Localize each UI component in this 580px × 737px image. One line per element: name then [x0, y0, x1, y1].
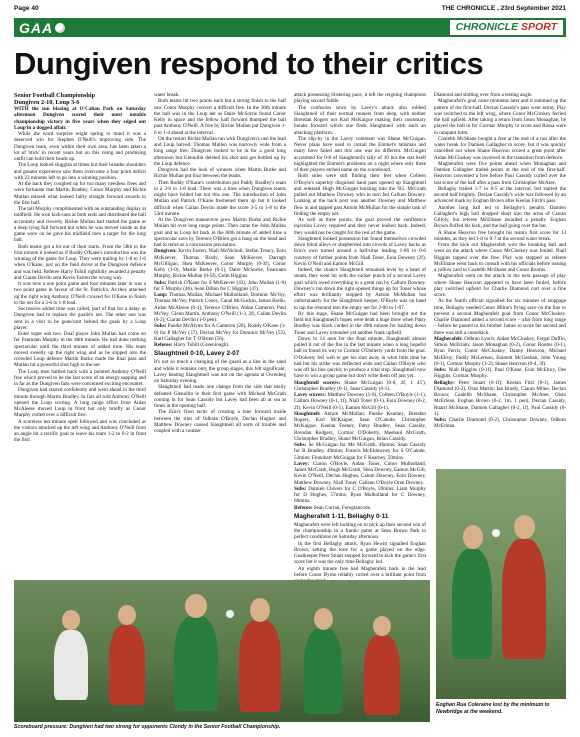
page-number: Page 40 — [14, 5, 39, 12]
team-lineup-text: Niall Higgins (0-1f), Paul O'Kane, Eoin McElroy, Des Higgins, Cormac Murphy. — [434, 367, 566, 380]
team-lineup — [294, 392, 426, 411]
team-lineup — [294, 486, 426, 505]
article-paragraph: Magherafelt's goal came moments later and it summed up the pattern of the first-half. Declan Cassidy's pass went astray. Play was switched to the left wing, where Conor McCloskey ferried the ball upfield. After taking a return from Jason Monaghan, he played the ball in for Cormac Murphy to score and Rossa were in rampant form. — [434, 98, 566, 136]
team-lineup-label: Slaughtneil: — [294, 410, 321, 417]
team-lineup — [434, 380, 566, 418]
article-paragraph: The Loup men battled back with a pointed Anthony O'Neill free which proved to be the last score of an energy sapping and in far as the Dungiven fans were concerned exciting encounter. — [14, 368, 146, 387]
match-subheading: Slaughtneil 0-10, Lavey 2-07 — [154, 350, 240, 358]
article-paragraph: Dungiven had the look of winners when Martin Burke and Richie Mullan put four between the teams. — [154, 167, 286, 180]
article-paragraph: The tall Murphy complimented with an outstanding display at midfield. He won kick-outs at both ends and distributed the ball accurately and cleverly. Richie Mullan had started the game as a deep lying full forward but when he was moved inside as the game wore on he gave his midfield men a target for the long ball. — [14, 206, 146, 244]
team-lineup-text: Thomas Mullan, Michael Mulholland, Dominic McVey, Thomas McVey, Patrick Coney, Canal McGuckin, James Bodin, Aidan McAleese (0-1), Terence O'Brien, Aidan Cameron, Paul McVey, Glenn Martin, Anthony O'Neill (1-3, 2f), Cailan Devlin (0-2), Ciaran Devlin (1-0 pen). — [154, 292, 286, 323]
article-paragraph: On the restart Richie Mullan ran with Dungiven's one the lead and Loup halved. Thomas Mullen was narrowly wide from a long range free. Dungiven looked to be in for a good long afternoon but Glenullin deleted his shot and got bottled up by the Loup defence. — [154, 135, 286, 167]
article-paragraph: As well as three points, the goal proved the confidence injection Lavey required and they never looked back. Indeed, they would not be caught for the rest of the game. — [294, 217, 426, 236]
article-paragraph: At the back they coughed up for too many needless frees and were fortunate that Martin Bradley, Conor Murphy and Richie Mullan missed what looked fairly straight forward awards in the first half. — [14, 181, 146, 206]
team-lineup-label: Subs: — [154, 323, 167, 330]
side-photo — [436, 469, 566, 699]
side-photo-caption: Eoghan Rua Coleraine lost by the minimum to Newbridge at the weekend. — [436, 702, 550, 715]
team-lineup-text: Ciaron O'Boyle, Aidan Toner, Conor Mulholland, James McGrath, Hugh McGrath, Shea Downey, Eamon McGill, Kevin O'Neill, Declan Hughes, Calum Downey, Eoin Downey, Matthew Downey, Niall Toner, Cailean O'Boyle Oran Downey. — [294, 460, 426, 486]
article-paragraph: In the first Bellaghy attack, Ryan Hewitt signalled Eoghan Brown, setting the tone for a game played on the edge. Goalkeeper Peter Stuart stepped forward to kick the game's first score but it was the only time Bellaghy led. — [294, 540, 426, 566]
article-paragraph: The confusion sown by Lavey's attack also robbed Slaughtneil of their normal runners from deep, with neither Brendan Rogers nor Karl McKaigue making their customary breaks forward which one finds Slaughtneil with each an attacking platform. — [294, 104, 426, 136]
team-lineup-text: Odhran Lynch; Aidan McCluskey, Fergal Duffin, Simon McErlain; Jason Monaghan (0-2), Conor Rooms (0-1), Ryan Ferris, Conor McCluskey, Danny Heavron, Michael McElroy; Paddy McLernon, Emmett McGeehan, John Young (0-1), Cormac Murphy (1-2), Shane Heavron (0-4, 3f). — [434, 335, 566, 367]
team-lineup-label: Referee: — [154, 342, 173, 348]
team-lineup — [154, 280, 286, 293]
publication-line: THE CHRONICLE , 23rd September 2021 — [441, 5, 566, 12]
article-paragraph: While the word surprise might spring to mind it was a deserved win for Stephen O'Neill's improving side. The Dungiven team, even within their own area, has been taken a lot of 'stick' in recent years but on this rising and promising outfit can hold their heads up. — [14, 131, 146, 162]
team-lineup — [294, 505, 426, 511]
team-lineup-text: Paudie McAlynn for A Cameron (26), Roddy O'Kane (1-0) for P McVey (37), Declan McVey for Dominic McVey (53), Karl Gallagher for T O'Brien (56). — [154, 323, 286, 342]
article-paragraph: water break. — [154, 92, 180, 98]
article-paragraph: Another long ball led to Bellaghy's penalty. Damien Gallagher's high ball dropped short into the arms of Ciaran Gilloly, but referee McElhane awarded a penalty. Eoghan Brown fluffed his kick, and the ball going over the bar. — [434, 204, 566, 230]
section-title-accent: SPORT — [521, 21, 557, 33]
team-lineup — [294, 380, 426, 393]
team-lineup-label: Subs: — [294, 485, 307, 492]
article-paragraph: The Loup looked sluggish at times but their broader shoulders and greater experience saw them overcome a four point deficit with 23 minutes left to go into a winning position. — [14, 162, 146, 181]
article-paragraph: Successive added time was called, part of that for a delay as Dungiven had to replace the goalie's net. The other one was sent in a visit to be gone/cant behind the goals by a Loup player. — [14, 306, 146, 331]
article-paragraph: A Shane Heavron free brought his team's first score for 13 minutes, as they led 1-8 to 0-7 at the second water break. — [434, 229, 566, 242]
team-lineup-label: Lavey scorers: — [294, 392, 327, 398]
section-band — [14, 18, 566, 37]
team-lineup-label: Lavey: — [294, 460, 310, 467]
team-lineup — [434, 417, 566, 430]
article-paragraph: By this stage, Shane McGuigan had been brought out the field but Slaughtneil's hopes were dealt a huge blow when Patsy Bradley was black carded in the 49th minute for hauling down Toner and Lavey extended yet another frank upfield. — [294, 310, 426, 336]
article-paragraph: A scoreless ten minute spell followed and was concluded as the visitors attacked up the left wing and Anthony O'Neill from an angle hit a terrific goal to leave his team 1-2 to 0-2 in front the first — [14, 418, 146, 444]
team-lineup-text: Antoin McMullan; Paudie Kearney, Brendan Rogers, Karl McKaigue; Sean O'Cainde, Christopher McKaigue, Keelan Feeney, Patsy Bradley, Sean Cassidy, Brendan Rodgers, Cormac O'Doherty, Meehaul McGrath, Christopher Bradley, Shane McGuigan, Brian Cassidy. — [294, 410, 426, 442]
article-paragraph: As the fourth official signalled for six minutes of stoppage time, Bellaghy needed Conor Milne's flying save on the line to prevent a second Magherafelt goal from Conor McCluskey. Charlie Diamond added a second score – also from long range – before he passed to his brother James to score his second and there was still a comeback. — [434, 298, 566, 336]
article-paragraph: Enter super sub two. Dual player John Mullan had come on for Fearnann Murphy in the 46th minute. He had done nothing spectacular until the third minute of added time. His team moved sweetly up the right wing and as he slipped into the crowded Loup defence Martin Burke made the final pass and Mullan hit a powerful shot high to the net. — [14, 331, 146, 369]
article-paragraph: Then Roddy O'Kane's contribution put Paddy Bradley's team in a 3-6 to 1-8 lead. There was a time when Dungiven teams might have folded but not this one. The introduction of John Mullan and Patrick O'Kane freshened them up but it looked difficult when Cailan Devlin made the score 3-5 to 1-8 in the 53rd minute. — [154, 179, 286, 217]
headline: Dungiven respond to their critics — [14, 46, 484, 81]
article-paragraph: Magherafelt went on the attack in the next passage of play where Shane Heavron appeared to have been fouled, before play switched upfield for Charlie Diamond curl over a fine score. — [434, 273, 566, 298]
football-icon — [54, 22, 66, 34]
article-paragraph: Coalelth McShane bought a free at the end of a run after the water break for Damien Gallagher to score, but it was quickly cancelled out when Shane Heavron scored a great point after Aidan McCluskey was involved in the transition from defence. — [434, 135, 566, 161]
article-paragraph: Both teams hit two points each but a strong finish to the half saw Conor Murphy convert a difficult free. In the 30th minute the ball was in the Loup net as Daire McSorrie found Conor Kelly in space and the fellow half forward thumped the ball past Anthony O'Neill. A free by Richie Mullan put Dungiven 1-6 to 1-4 ahead at the interval. — [154, 98, 286, 136]
team-lineup-label: Dungiven: — [154, 248, 177, 255]
team-lineup-text: Shane McGuigan (0-8, 2f, 1 45'), Christopher Bradley (0-1), Sean Cassidy (0-1). — [294, 379, 426, 392]
article-paragraph: The Erin's Own tactic of creating a lone forward inside between the tries of Odhran O'Boyle, Declan Hughes and Matthew Downey caused Slaughtneil all sorts of trouble and coupled with a counter — [154, 409, 286, 434]
article-paragraph: Slaughtneil looked possession but found themselves crowded down blind alleys or shepherded into crowds of Lavey backs as Erin's own turned around a half-time leading 1-06 to 0-6 courtesy of further points from Niall Toner, Eoin Downey (2f), Kevin O'Neill and Eamon McGill. — [294, 235, 426, 267]
team-lineup-text: Se McGuigan for Me McGrath, 46mins; Sean Cassidy for B Bradley, 49mins; Francis McEldowney for S O'Cainde, 53mins; Fionnbarr McGuigan for F Kearney, 59mins. — [294, 442, 426, 461]
team-lineup — [294, 411, 426, 442]
gaa-logo-text: GAA — [19, 19, 54, 36]
kicker-competition: Senior Football Championship — [14, 92, 96, 99]
article-paragraph: Both teams got a lot out of their starts. From the 58th to the 61st minute it looked as if Roddy O'Kane's introduction was the winning of the game for Loup. They were trailing by 1-8 to 1-6 when O'Kane, just on the field drove at the Dungiven defence and was held. Referee Harry Tohill rightfully awarded a penalty and Ciaran Devlin sent Kevin Farren the wrong way. — [14, 243, 146, 281]
team-lineup-text: Peter Stuart (0-1f); Keelan Fitzl (0-1), James Diamond (0-2), Oran Martin; Ian Bradly, Ciaran Milne, Declan Brown; Coalelth McShane, Christopher McAtee, Oisin McErlean, Eoghan Brown (0-2, 1m, 1 pen), Declan Cassidy, Ruarri McShane, Damien Gallagher (0-2, 1f), Paul Cassidy (0-1). — [434, 379, 566, 417]
team-lineup-text: Damien Chivers for C O'Boyle, 59mins; Liam Murphy for D Hughes, 57mins; Ryan Mulholland for C Downey, 60mins. — [294, 485, 426, 505]
team-lineup — [294, 461, 426, 486]
team-lineup-text: Harry Tohill (Greenlough). — [173, 342, 230, 348]
team-lineup-label: Magherafelt: — [434, 335, 463, 342]
team-lineup-label: Subs: — [434, 417, 447, 423]
intro-paragraph: WITH the sun blazing at O'Cahan Park on Saturday afternoon Dungiven scored their most notable championship victory in five years when they edged out Loup in a dogged affair. — [14, 106, 146, 131]
article-paragraph: Bellaghy trailed 1-7 to 0-5 at the interval, but started the second half brightly. Declan Cassidy's wide was followed by an advanced mark by Eoghan Brown after Keelan Fitch's pass. — [434, 185, 566, 205]
team-lineup — [294, 442, 426, 461]
team-lineup-label: Subs: — [154, 279, 167, 286]
gaa-logo — [19, 20, 67, 36]
main-photo-caption: Scoreboard pressure: Dungiven had two strong for opponents Clondy in the Senior Football Championship. — [14, 724, 281, 730]
article-paragraph: attack possessing blistering pace, it left the reigning champions playing second fiddle. — [294, 92, 426, 105]
article-paragraph: It was now a one point game and four minutes later in was a two point game in favour of the St. Patrick's. As they attacked up the right wing Anthony O'Neill crossed for O'Kane to finish to the net for a 3-6 to 1-8 lead. — [14, 281, 146, 306]
article-paragraph: From the kick out Magherafelt won the breaking ball and went on the attack where Conor McCluskey was fouled. Niall Higgins tapped over the free. Play was stopped as referee McElhane went back to consult with his officials before issuing a yellow card to Coalelth McShane and Conor Rooms. — [434, 242, 566, 273]
column-3 — [294, 92, 426, 578]
article-paragraph: Dungiven had started confidently and went ahead in the third minute through Martin Bradley. In fact all told Anthony O'Neill opened the Loup scoring. A long range effort from Aidan McAleese moved Loup in front but only briefly as Conor Murphy curled over a difficult free. — [14, 387, 146, 419]
team-lineup-label: Slaughtneil scorers: — [294, 379, 341, 386]
team-lineup-text: Charlie Diamond (0-2), Christopher Downey, Odhran McErlean. — [434, 417, 566, 430]
article-paragraph: Both sides were still finding their feet when Colleen O'Boyle's superbly disguised hand pass opened up Slaughtneil and released Hugh McGuigan bursting into the 'B5. McGrath pulled out Matthew Downey who in turn fed Callum Downey. Lurking at the back post was another Downey and Matthew flew in and tapped past Antoin McMullan for the simple task of finding the empty net. — [294, 173, 426, 217]
team-lineup-label: Bellaghy: — [434, 379, 455, 386]
team-lineup — [434, 367, 566, 380]
article-paragraph: Diamond and slotting over from a testing angle. — [434, 92, 533, 98]
team-lineup-label: Subs: — [294, 442, 307, 448]
kicker-score: Dungiven 2-10, Loup 3-6 — [14, 99, 80, 106]
article-paragraph: Indeed, the chance Slaughtneil remained level by a head of steam, they went hit with the sucker punch of a second Lavey goal which owed everything to a great run by Callum Downey. Downey's run down the right opened things up for Toner whose effort was brilliantly stopped by Antoin McMullan but unfortunately for the Slaughtneil keeper, O'Boyle was on hand to tap the rebound into the empty net for 2-06 to 1-07. — [294, 267, 426, 311]
team-lineup — [154, 248, 286, 279]
article-paragraph: Magherafelt were five points ahead when Monaghan and Damien Gallagher traded points at the end of the first-half. Heavron converted a free before Paul Cassidy curled over the last score of the half after a pass from Christopher McAtee. — [434, 160, 566, 186]
team-lineup — [154, 342, 286, 348]
team-lineup — [154, 292, 286, 323]
team-lineup-text: Matthew Downey (1-0), Colleen O'Boyle (1-1), Callum Downey (0-1, 1f), Niall Toner (0-1), Eoin Downey (0-2, 2f), Kevin O'Neill (0-1), Eamon McGill (0-1). — [294, 392, 426, 411]
match-subheading: Magherafelt 1-11, Bellaghy 0-11 — [294, 512, 389, 520]
match-photo — [14, 580, 430, 722]
section-title-main: CHRONICLE — [455, 21, 519, 33]
article-paragraph: Magherafelt were left holding on to pick up their second win of the championship in a frantic game at Sean Brown Park in perfect conditions on Saturday afternoon. — [294, 521, 426, 541]
column-2 — [154, 92, 286, 575]
team-lineup — [154, 323, 286, 342]
article-paragraph: At the Dungiven manoeuvre grew Martin Burke and Richie Mullan hit over long range points. Then came the John Mullan goal and as Loup hit back in the 60th minute of added time a spectacular save by Terence O'Brien got a bang on the head and had to retire as a concussion precaution. — [154, 217, 286, 248]
team-lineup-text: Sean Curran, Foreglancode. — [313, 504, 372, 511]
article-paragraph: Down to 14 men for the final minute, Slaughtneil almost pulled it out of the fire in the last minute when a long hopeful ball in found its way to Cormac O'Doherty yards from the goal. O'Doherty fell well to get his shot away in what little time he had but his strike was deflected wide and Cailan O'Boyle who was off his line quickly to produce a vital stop. Slaughtneil now have to win a group game but don't write them off just yet. — [294, 335, 426, 380]
team-lineup — [434, 336, 566, 367]
team-lineup-text: Patrick O'Kane for S McKeever (43), John Mullan (1-0) for F Murphy (46), Sean Dillon for C Higgins (47). — [154, 279, 286, 292]
column-1 — [14, 92, 146, 575]
section-title — [450, 20, 563, 35]
article-paragraph: It's not so much a changing of the guard as a line in the sand and while it remains only the group stages, this felt significant, Lavey beating Slaughtneil was not on the agenda at Owenbeg on Saturday evening. — [154, 359, 286, 384]
article-paragraph: An eighth minute free had Magherafelt back in the lead before Conor Byrne reliably curled over a brilliant point from — [294, 565, 426, 578]
team-lineup-text: Kevin Farren, Niall McNicholl, Stefan Treacy, Eoin McKeever, Thomas Brady, Sean McKeever, Darragh McGilligan, Shea McKeever, Conor Murphy (0-3f), Conor Kelly (1-0), Martin Burke (0-1), Daire McSorrie, Fearnann Murphy, Richie Mullan (0-5f), Colm Higgins. — [154, 248, 286, 280]
page-header — [14, 4, 566, 14]
article-paragraph: The slip-by in the Lavey comment was Shane McGuigan. Never plans have used to curtail the Emmet's talisman and many have failed and this one was no different. McGuigan accounted for 0-8 of Slaughtneil's tally of 10 but the stat itself highlighted the Emmet's problems on a night where only three of their players etched name on the scoreboard. — [294, 135, 426, 173]
team-lineup-label: Loup: — [154, 292, 168, 298]
team-lineup-label: Subs: — [434, 367, 447, 373]
team-lineup-label: Referee: — [294, 504, 313, 511]
article-paragraph: Slaughtneil had made one change from the side that easily defeated Glenullin in their first game with Micheal McGrath coming in for Sean Cassidy but Lavey had been all at sea at times in the opening half. — [154, 384, 286, 409]
